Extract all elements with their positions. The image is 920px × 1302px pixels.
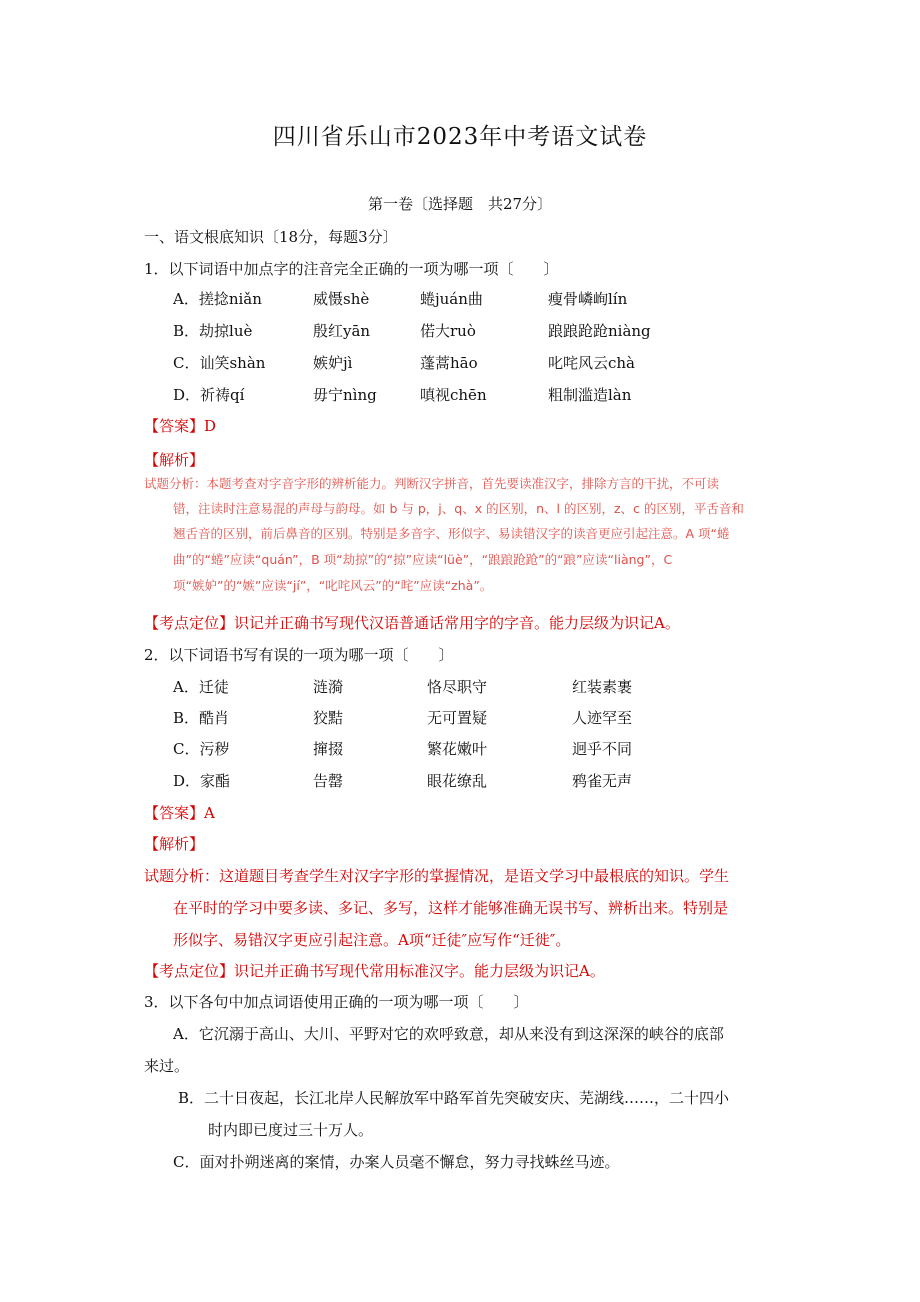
q1-analysis-line: 翘舌音的区别，前后鼻音的区别。特别是多音字、形似字、易读错汉字的读音更应引起注意。A 项“蜷 <box>173 526 730 541</box>
q1-word: 粗制滥造làn <box>548 386 632 404</box>
q1-word: 蓬蒿hāo <box>420 354 478 372</box>
q1-word: 瘦骨嶙峋lín <box>548 290 628 308</box>
q1-word: 殷红yān <box>313 322 371 340</box>
q1-word: 嗔视chēn <box>420 386 487 404</box>
q2-analysis-line: 形似字、易错汉字更应引起注意。A项“迁徒″应写作“迁徙″。 <box>173 931 571 949</box>
q2-option-b: B．酷肖 <box>173 709 230 727</box>
volume-heading: 第一卷〔选择题 共27分〕 <box>367 195 553 213</box>
q2-analysis-line: 在平时的学习中要多读、多记、多写，这样才能够准确无误书写、辨析出来。特别是 <box>173 899 729 917</box>
q1-word: 踉踉跄跄niàng <box>548 322 651 340</box>
q2-word: 繁花嫩叶 <box>427 740 488 758</box>
q3-option-a: A．它沉溺于高山、大川、平野对它的欢呼致意，却从来没有到这深深的峡谷的底部 <box>173 1025 724 1043</box>
q2-word: 涟漪 <box>313 678 344 696</box>
q2-stem: 2．以下词语书写有误的一项为哪一项〔 〕 <box>144 646 454 664</box>
q3-option-c: C．面对扑朔迷离的案情，办案人员毫不懈怠，努力寻找蛛丝马迹。 <box>173 1153 620 1171</box>
q1-option-c: C．讪笑shàn <box>173 354 266 372</box>
q2-analysis-line: 试题分析：这道题目考查学生对汉字字形的掌握情况，是语文学习中最根底的知识。学生 <box>144 867 730 885</box>
q1-word: 蜷juán曲 <box>420 290 483 308</box>
q2-word: 告罄 <box>313 772 344 790</box>
q2-word: 眼花缭乱 <box>427 772 488 790</box>
q3-stem: 3．以下各句中加点词语使用正确的一项为哪一项〔 〕 <box>144 993 529 1011</box>
q1-answer: 【答案】D <box>144 417 217 435</box>
q3-option-b-cont: 时内即已度过三十万人。 <box>208 1121 374 1139</box>
q2-word: 撺掇 <box>313 740 344 758</box>
q1-word: 嫉妒jì <box>313 354 353 372</box>
q1-kaodian: 【考点定位】识记并正确书写现代汉语普通话常用字的字音。能力层级为识记A。 <box>144 614 680 632</box>
q2-word: 无可置疑 <box>427 709 488 727</box>
q2-analysis-label: 【解析】 <box>144 835 205 853</box>
q2-option-a: A．迁徒 <box>173 678 229 696</box>
q1-analysis-label: 【解析】 <box>144 451 205 469</box>
q1-option-b: B．劫掠luè <box>173 322 253 340</box>
q2-option-c: C．污秽 <box>173 740 230 758</box>
q2-word: 迥乎不同 <box>572 740 633 758</box>
q3-option-a-cont: 来过。 <box>144 1057 190 1075</box>
q2-word: 鸦雀无声 <box>572 772 633 790</box>
q3-option-b: B．二十日夜起，长江北岸人民解放军中路军首先突破安庆、芜湖线……，二十四小 <box>178 1089 730 1107</box>
q2-word: 人迹罕至 <box>572 709 633 727</box>
q2-word: 狡黠 <box>313 709 344 727</box>
section-heading: 一、语文根底知识〔18分，每题3分〕 <box>144 228 398 246</box>
q1-analysis-line: 试题分析：本题考查对字音字形的辨析能力。判断汉字拼音，首先要读准汉字，排除方言的干扰，不可读 <box>144 476 720 491</box>
q2-kaodian: 【考点定位】识记并正确书写现代常用标准汉字。能力层级为识记A。 <box>144 962 605 980</box>
q1-analysis-line: 项“嫉妒”的“嫉”应读“jí”，“叱咤风云”的“咤”应读“zhà”。 <box>173 578 493 593</box>
q1-word: 偌大ruò <box>420 322 476 340</box>
q1-word: 威慑shè <box>313 290 370 308</box>
q1-analysis-line: 曲”的“蜷”应读“quán”，B 项“劫掠”的“掠”应读“lüè”，“踉踉跄跄”的“踉”应读“liàng”，C <box>173 552 673 567</box>
q1-word: 毋宁nìng <box>313 386 377 404</box>
q1-option-a: A．搓捻niǎn <box>173 290 262 308</box>
q2-option-d: D．家酯 <box>173 772 231 790</box>
q1-option-d: D．祈祷qí <box>173 386 245 404</box>
q2-word: 恪尽职守 <box>427 678 488 696</box>
q1-analysis-line: 错，注读时注意易混的声母与韵母。如 b 与 p，j、q、x 的区别，n、l 的区别，z、c 的区别，平舌音和 <box>173 501 744 516</box>
q2-answer: 【答案】A <box>144 804 215 822</box>
exam-title: 四川省乐山市2023年中考语文试卷 <box>272 124 648 150</box>
q1-word: 叱咤风云chà <box>548 354 636 372</box>
q1-stem: 1．以下词语中加点字的注音完全正确的一项为哪一项〔 〕 <box>144 260 559 278</box>
q2-word: 红装素裹 <box>572 678 633 696</box>
